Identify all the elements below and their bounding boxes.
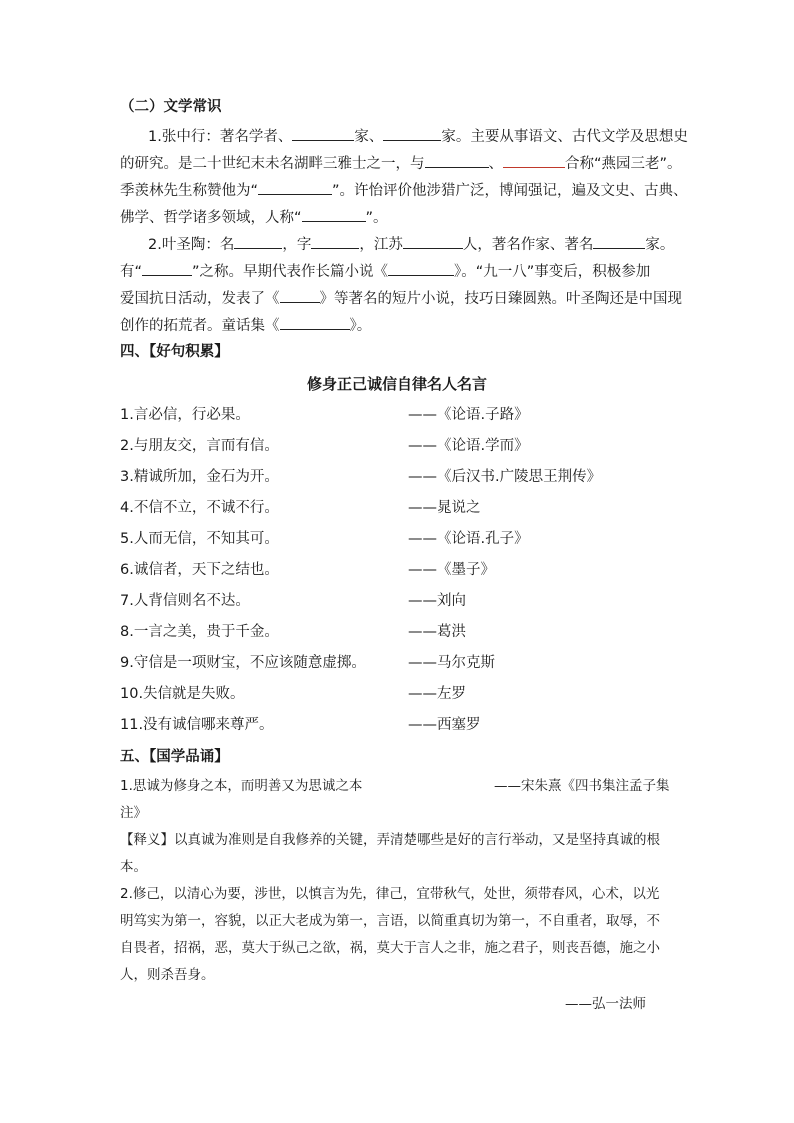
classic1-source: ——宋朱熹《四书集注孟子集 (494, 778, 670, 794)
quote-source: ——《论语.子路》 (408, 407, 529, 423)
classic2-line: 自畏者，招祸，恶，莫大于纵己之欲，祸，莫大于言人之非，施之君子，则丧吾德，施之小 (120, 940, 660, 956)
section-heading-good-sentences: 四、【好句积累】 (120, 344, 229, 360)
blank-field (258, 180, 332, 195)
classic2-line: 2.修己，以清心为要，涉世，以慎言为先，律己，宜带秋气，处世，须带春风，心术，以光 (120, 886, 660, 902)
section-heading-classics: 五、【国学品诵】 (120, 749, 229, 765)
quote-text: 4.不信不立，不诚不行。 (120, 500, 279, 516)
item2-line1 (148, 234, 674, 255)
classic1-line1: 1.思诚为修身之本，而明善又为思诚之本 (120, 778, 363, 794)
quote-text: 1.言必信，行必果。 (120, 407, 250, 423)
text: 家。 (645, 237, 675, 253)
item1-line3 (120, 180, 688, 201)
blank-field (425, 153, 489, 168)
text: 》。“九一八”事变后，积极参加 (454, 264, 651, 280)
blank-field (142, 261, 192, 276)
text: 家、 (354, 129, 384, 145)
quote-source: ——晁说之 (408, 500, 481, 516)
text: 佛学、哲学诸多领域，人称“ (120, 210, 302, 226)
item1-line4 (120, 207, 388, 228)
classic2-source: ——弘一法师 (565, 996, 646, 1012)
text: 人，著名作家、著名 (462, 237, 594, 253)
quote-source: ——《后汉书.广陵思王荆传》 (408, 469, 602, 485)
explanation-line2: 本。 (120, 859, 147, 875)
blank-field (280, 288, 320, 303)
quote-source: ——《论语.孔子》 (408, 531, 529, 547)
quotes-title: 修身正己诚信自律名人名言 (306, 375, 487, 393)
text: 1.张中行：著名学者、 (148, 129, 293, 145)
classic2-line: 人，则杀吾身。 (120, 967, 215, 983)
quote-source: ——《论语.学而》 (408, 438, 529, 454)
text: 2.叶圣陶：名 (148, 237, 235, 253)
blank-field (388, 261, 454, 276)
blank-field (383, 126, 441, 141)
text: ，江苏 (359, 237, 403, 253)
blank-field (403, 234, 463, 249)
text: 》等著名的短片小说，技巧日臻圆熟。叶圣陶还是中国现 (319, 291, 682, 307)
quote-source: ——左罗 (408, 686, 466, 702)
item1-line1 (148, 126, 688, 147)
blank-field (593, 234, 645, 249)
text: 家。主要从事语文、古代文学及思想史 (441, 129, 688, 145)
blank-field (311, 234, 359, 249)
item2-line4 (120, 315, 371, 336)
quote-source: ——西塞罗 (408, 717, 481, 733)
blank-field (234, 234, 282, 249)
quote-text: 8.一言之美，贵于千金。 (120, 624, 279, 640)
explanation-line1: 【释义】以真诚为准则是自我修养的关键，弄清楚哪些是好的言行举动，又是坚持真诚的根 (120, 832, 660, 848)
text: 创作的拓荒者。童话集《 (120, 318, 280, 334)
text: ”。 (365, 210, 388, 226)
quote-text: 7.人背信则名不达。 (120, 593, 250, 609)
text: ”。许怡评价他涉猎广泛，博闻强记，遍及文史、古典、 (332, 183, 688, 199)
blank-field (292, 126, 354, 141)
quote-text: 6.诚信者，天下之结也。 (120, 562, 279, 578)
quote-text: 2.与朋友交，言而有信。 (120, 438, 279, 454)
blank-field (280, 315, 350, 330)
quote-text: 9.守信是一项财宝，不应该随意虚掷。 (120, 655, 366, 671)
quote-text: 10.失信就是失败。 (120, 686, 245, 702)
text: 爱国抗日活动，发表了《 (120, 291, 280, 307)
section-heading-literature: （二）文学常识 (120, 99, 222, 115)
blank-field (503, 153, 565, 168)
quote-source: ——《墨子》 (408, 562, 495, 578)
text: ，字 (282, 237, 312, 253)
item1-line2 (120, 153, 682, 174)
classic2-line: 明笃实为第一，容貌，以正大老成为第一，言语，以简重真切为第一，不自重者，取辱，不 (120, 913, 660, 929)
text: 的研究。是二十世纪末未名湖畔三雅士之一，与 (120, 156, 425, 172)
classic1-line2: 注》 (120, 805, 147, 821)
quote-text: 11.没有诚信哪来尊严。 (120, 717, 274, 733)
quote-text: 3.精诚所加，金石为开。 (120, 469, 279, 485)
item2-line2 (120, 261, 650, 282)
quote-text: 5.人而无信，不知其可。 (120, 531, 279, 547)
quote-source: ——刘向 (408, 593, 466, 609)
text: 》。 (349, 318, 372, 334)
text: 、 (488, 156, 503, 172)
quote-source: ——马尔克斯 (408, 655, 495, 671)
text: ”之称。早期代表作长篇小说《 (192, 264, 389, 280)
text: 季羡林先生称赞他为“ (120, 183, 259, 199)
quote-source: ——葛洪 (408, 624, 466, 640)
blank-field (302, 207, 366, 222)
text: 合称“燕园三老”。 (565, 156, 682, 172)
text: 有“ (120, 264, 143, 280)
item2-line3 (120, 288, 682, 309)
